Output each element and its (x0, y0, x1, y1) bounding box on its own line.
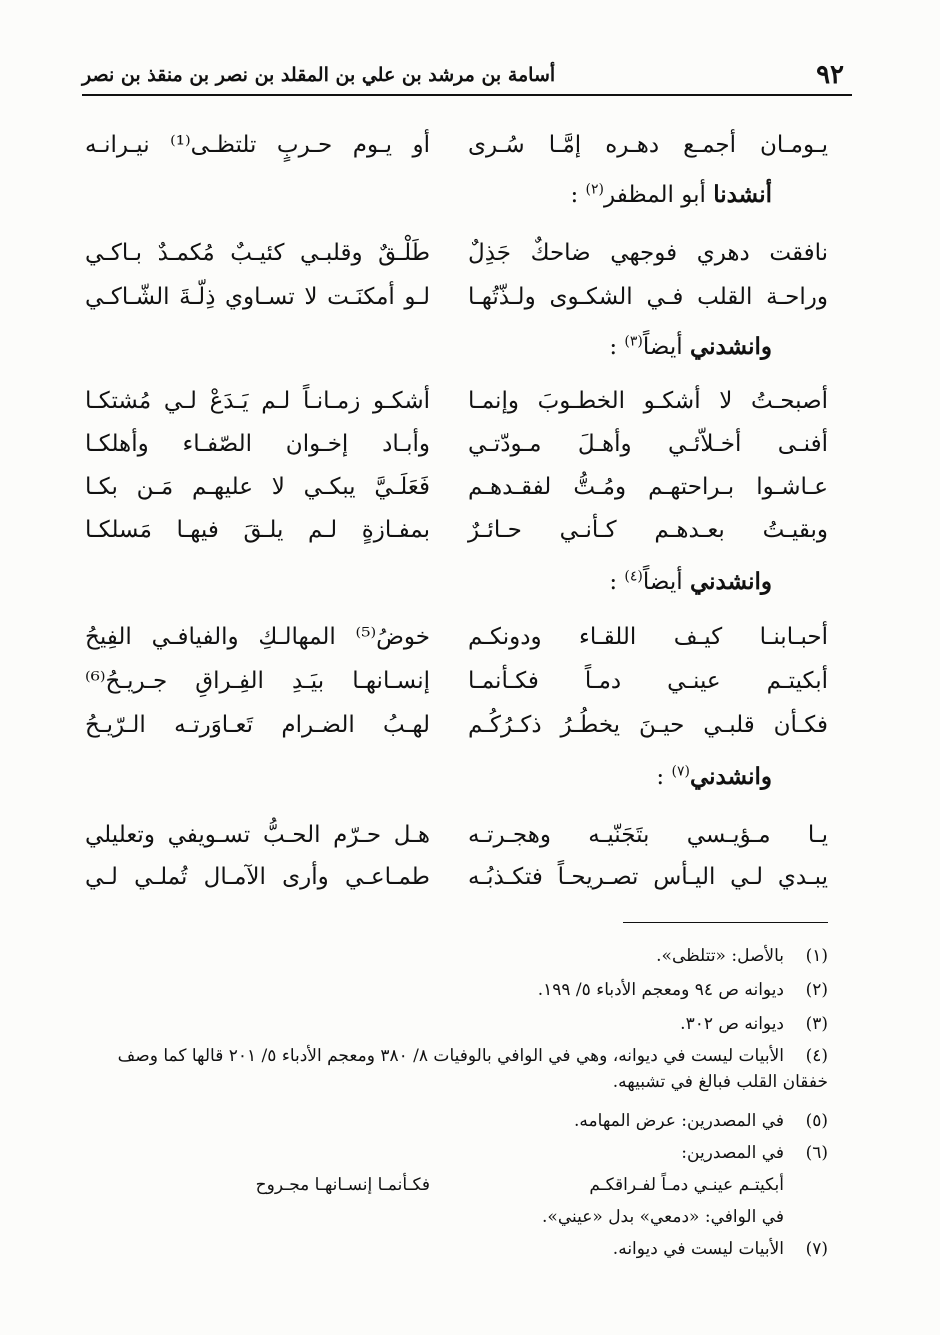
verse-ajuz: بمفـازةٍ لـم يلـقَ فيهـا مَسلكـا (85, 517, 430, 543)
heading-verb: وانشدني (689, 763, 772, 790)
verse-sadr: أحبـابنـا كيـف اللقـاء ودونكـم (468, 624, 828, 650)
verse-sadr: أبكيتـم عينـي دمـاً فكـأنمـا (468, 668, 828, 694)
verse-sadr: يـومـان أجمـع دهـره إمَّـا سُـرى (468, 132, 828, 158)
verse-ajuz: أو يـوم حـربٍ تلتظـى⁽¹⁾ نيـرانـه (85, 132, 431, 158)
heading-name: أيضاً (642, 569, 683, 595)
verse-sadr: أصبحـتُ لا أشكـو الخطـوبَ وإنمـا (468, 388, 828, 414)
footnote-text: بالأصل: «تتلظى». (656, 946, 784, 966)
footnote (83, 1108, 828, 1134)
recitation-heading (609, 562, 772, 602)
heading-verb: وانشدني (689, 568, 772, 595)
verse-sadr: عـاشـوا بـراحتهـم ومُـتُّ لفقـدهـم (468, 474, 828, 500)
recitation-heading (609, 327, 772, 367)
footnote-marker: (٥) (805, 1111, 828, 1131)
verse-sadr: يبـدي لـي اليـأس تصـريحـاً فتكـذبُـه (468, 864, 828, 890)
footnote-text: الأبيات ليست في ديوانه، وهي في الوافي بالوفيات ٨/ ٣٨٠ ومعجم الأدباء ٥/ ٢٠١ قالها كما وصف خفقان القلب فبالغ في تشبيهه. (117, 1046, 828, 1092)
verse-ajuz: إنسـانهـا بيَـدِ الفِـراقِ جـريـحُ⁽⁶⁾ (85, 668, 430, 694)
page-header (82, 58, 852, 96)
heading-verb: وانشدني (689, 333, 772, 360)
verse-sadr: يـا مـؤيـسي بتَجَنّيـه وهجـرتـه (468, 822, 828, 848)
heading-colon: : (570, 182, 579, 208)
verse-ajuz: لهـبُ الضـرام تَعـاوَرتـه الـرّيـحُ (85, 712, 430, 738)
footnote-ref: (٢) (585, 181, 605, 198)
footnote-text: في المصدرين: عرض المهامه. (574, 1111, 784, 1131)
verse-ajuz: طَلْـقٌ وقلبـي كئيـبٌ مُكمـدٌ بـاكـي (85, 240, 430, 266)
footnote-ref: (٤) (624, 568, 643, 585)
heading-name: أبو المظفر (604, 182, 706, 208)
verse-ajuz: طمـاعـي وأرى الآمـال تُملـي لـي (85, 864, 430, 890)
footnote-ref: (٧) (671, 763, 690, 780)
footnote-verse-note: في الوافي: «دمعي» بدل «عيني». (542, 1207, 784, 1227)
footnote-text: ديوانه ص ٩٤ ومعجم الأدباء ٥/ ١٩٩. (537, 980, 784, 1000)
footnote (83, 1236, 828, 1262)
footnote-text: الأبيات ليست في ديوانه. (612, 1239, 784, 1259)
heading-verb: أنشدنا (713, 181, 772, 208)
footnote (83, 943, 828, 969)
footnote-divider (623, 922, 828, 923)
running-title: أسامة بن مرشد بن علي بن المقلد بن نصر بن منقذ بن نصر (82, 64, 556, 86)
heading-name: أيضاً (642, 334, 683, 360)
verse-ajuz: خوضُ⁽⁵⁾ المهالـكِ والفيافـي الفِيحُ (85, 624, 430, 650)
verse-sadr: أفنـى أخـلاّئـي وأهـلَ مـودّتـي (468, 431, 828, 457)
footnote (83, 1140, 828, 1166)
heading-colon: : (609, 569, 618, 595)
footnote-text: في المصدرين: (681, 1143, 784, 1163)
verse-sadr: وبقيـتُ بعـدهـم كـأنـي حـائـرٌ (468, 517, 828, 543)
footnote-marker: (٦) (805, 1143, 828, 1163)
verse-ajuz: لـو أمكنَـت لا تسـاوي ذِلّـةَ الشّـاكـي (85, 284, 430, 310)
verse-ajuz: أشكـو زمـانـاً لـم يَـدَعْ لـي مُشتكـا (85, 388, 430, 414)
recitation-heading (570, 175, 772, 215)
footnote-marker: (٢) (805, 980, 828, 1000)
footnote-text: ديوانه ص ٣٠٢. (680, 1014, 784, 1034)
verse-sadr: وراحـة القلب فـي الشكـوى ولـذّتُهـا (468, 284, 828, 310)
footnote-verse-sadr: أبكيتـم عينـي دمـاً لفـراقكـم (589, 1175, 784, 1195)
verse-ajuz: وأبـاد إخـوان الصّفـاء وأهلكـا (85, 431, 430, 457)
recitation-heading (656, 757, 772, 797)
verse-ajuz: فَعَلَـيَّ يبكـي لا عليهـم مَـن بكـا (85, 474, 430, 500)
verse-sadr: فكـأن قلبـي حيـنَ يخطُـرُ ذكـرُكُـم (468, 712, 828, 738)
footnote (83, 1011, 828, 1037)
page-number: ٩٢ (816, 60, 844, 90)
heading-colon: : (656, 764, 665, 790)
verse-ajuz: هـل حـرّم الحـبُّ تسـويفي وتعليلي (85, 822, 430, 848)
footnote-marker: (١) (805, 946, 828, 966)
footnote-ref: (٣) (624, 333, 643, 350)
footnote-marker: (٧) (805, 1239, 828, 1259)
footnote-marker: (٣) (805, 1014, 828, 1034)
verse-sadr: نافقت دهري فوجهي ضاحكٌ جَذِلٌ (468, 240, 828, 266)
heading-colon: : (609, 334, 618, 360)
footnote (83, 1043, 828, 1095)
footnote-marker: (٤) (805, 1046, 828, 1066)
footnote (83, 977, 828, 1003)
footnote-verse-ajuz: فكـأنمـا إنسـانهـا مجـروح (255, 1175, 430, 1195)
